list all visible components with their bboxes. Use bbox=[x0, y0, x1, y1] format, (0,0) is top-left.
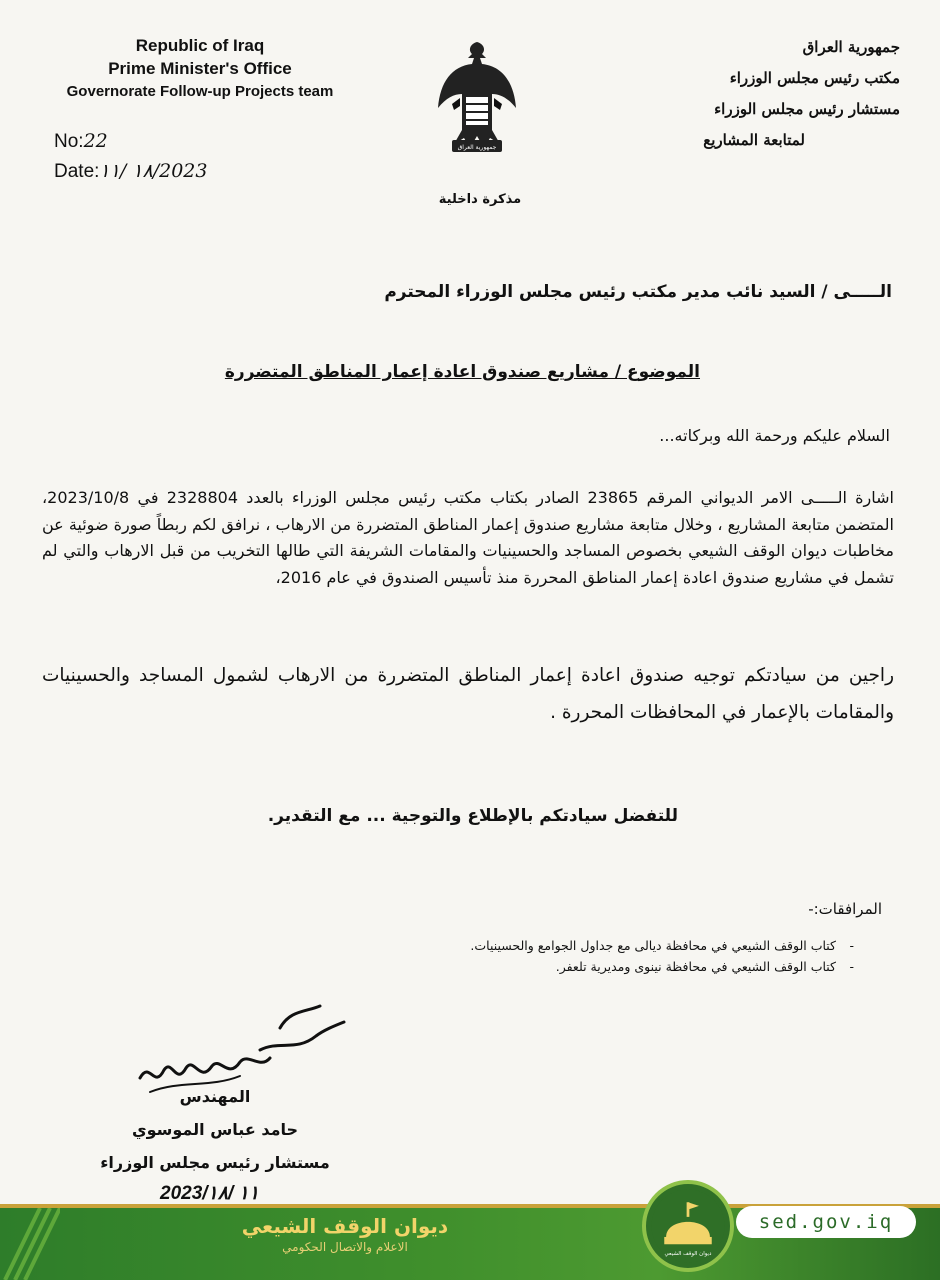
website-link[interactable]: sed.gov.iq bbox=[736, 1206, 916, 1238]
number-value: 22 bbox=[83, 130, 108, 152]
date-label: Date: bbox=[54, 161, 100, 182]
closing-line: للتفضل سيادتكم بالإطلاع والتوجية ... مع التقدير. bbox=[267, 806, 678, 826]
greeting: السلام عليكم ورحمة الله وبركاته... bbox=[659, 426, 890, 445]
header-arabic bbox=[660, 32, 900, 156]
signer-title: المهندس bbox=[179, 1087, 251, 1106]
document-number bbox=[54, 130, 108, 153]
recipient-line: الـــــى / السيد نائب مدير مكتب رئيس مجلس الوزراء المحترم bbox=[384, 282, 892, 302]
attachment-item: - كتاب الوقف الشيعي في محافظة ديالى مع جداول الجوامع والحسينيات. bbox=[354, 935, 854, 956]
attachments-title: المرافقات:- bbox=[808, 900, 882, 918]
memo-type: مذكرة داخلية bbox=[438, 192, 522, 207]
body-paragraph-2: راجين من سيادتكم توجيه صندوق اعادة إعمار المناطق المتضررة من الارهاب لشمول المساجد والحسينيات والمقامات بالإعمار في المحافظات المحررة . bbox=[42, 665, 894, 723]
signer-name: حامد عباس الموسوي bbox=[131, 1120, 299, 1139]
eagle-emblem-icon bbox=[432, 38, 522, 158]
attachments-list bbox=[354, 935, 854, 977]
header-office: Prime Minister's Office bbox=[108, 59, 292, 78]
footer-ornament-icon bbox=[0, 1208, 60, 1280]
endowment-logo-icon bbox=[642, 1180, 734, 1272]
header-ar-projects: لمتابعة المشاريع bbox=[703, 131, 805, 149]
emblem-banner-text: جمهورية العراق bbox=[457, 144, 497, 151]
header-ar-office: مكتب رئيس مجلس الوزراء bbox=[729, 69, 900, 87]
attachment-item: - كتاب الوقف الشيعي في محافظة نينوى ومديرية تلعفر. bbox=[354, 956, 854, 977]
footer-department: الاعلام والاتصال الحكومي bbox=[282, 1240, 408, 1254]
number-label: No: bbox=[54, 131, 84, 152]
header-country: Republic of Iraq bbox=[135, 36, 265, 55]
header-ar-advisor: مستشار رئيس مجلس الوزراء bbox=[714, 100, 900, 118]
date-value: ١٨ /١١/2023 bbox=[99, 160, 208, 182]
signature-date: 2023/١١ /١٨ bbox=[160, 1183, 259, 1204]
header-team: Governorate Follow-up Projects team bbox=[66, 83, 334, 100]
body-paragraph-1: اشارة الـــــى الامر الديواني المرقم 23865 الصادر بكتاب مكتب رئيس مجلس الوزراء بالعدد 2328804 في 2023/10/8، المتضمن متابعة المشاريع ، وخلال متابعة مشاريع صندوق إعمار المناطق المتضررة من الارهاب ، نرافق لكم ربطاً صورة ضوئية عن مخاطبات ديوان الوقف الشيعي بخصوص المساجد والحسينيات والمقامات الشريفة التي طالها التخريب من قبل الارهاب والتي لم تشمل في مشاريع صندوق اعادة إعمار المناطق المحررة منذ تأسيس الصندوق في عام 2016، bbox=[42, 488, 894, 587]
footer-org-name: ديوان الوقف الشيعي bbox=[241, 1214, 449, 1238]
header-english bbox=[40, 34, 360, 103]
subject-line: الموضوع / مشاريع صندوق اعادة إعمار المناطق المتضررة bbox=[224, 362, 700, 382]
document-date bbox=[54, 160, 207, 183]
signer-position: مستشار رئيس مجلس الوزراء bbox=[100, 1153, 330, 1172]
header-ar-country: جمهورية العراق bbox=[802, 38, 900, 56]
logo-caption: ديوان الوقف الشيعي bbox=[664, 1251, 712, 1258]
signature-block bbox=[80, 1080, 350, 1179]
